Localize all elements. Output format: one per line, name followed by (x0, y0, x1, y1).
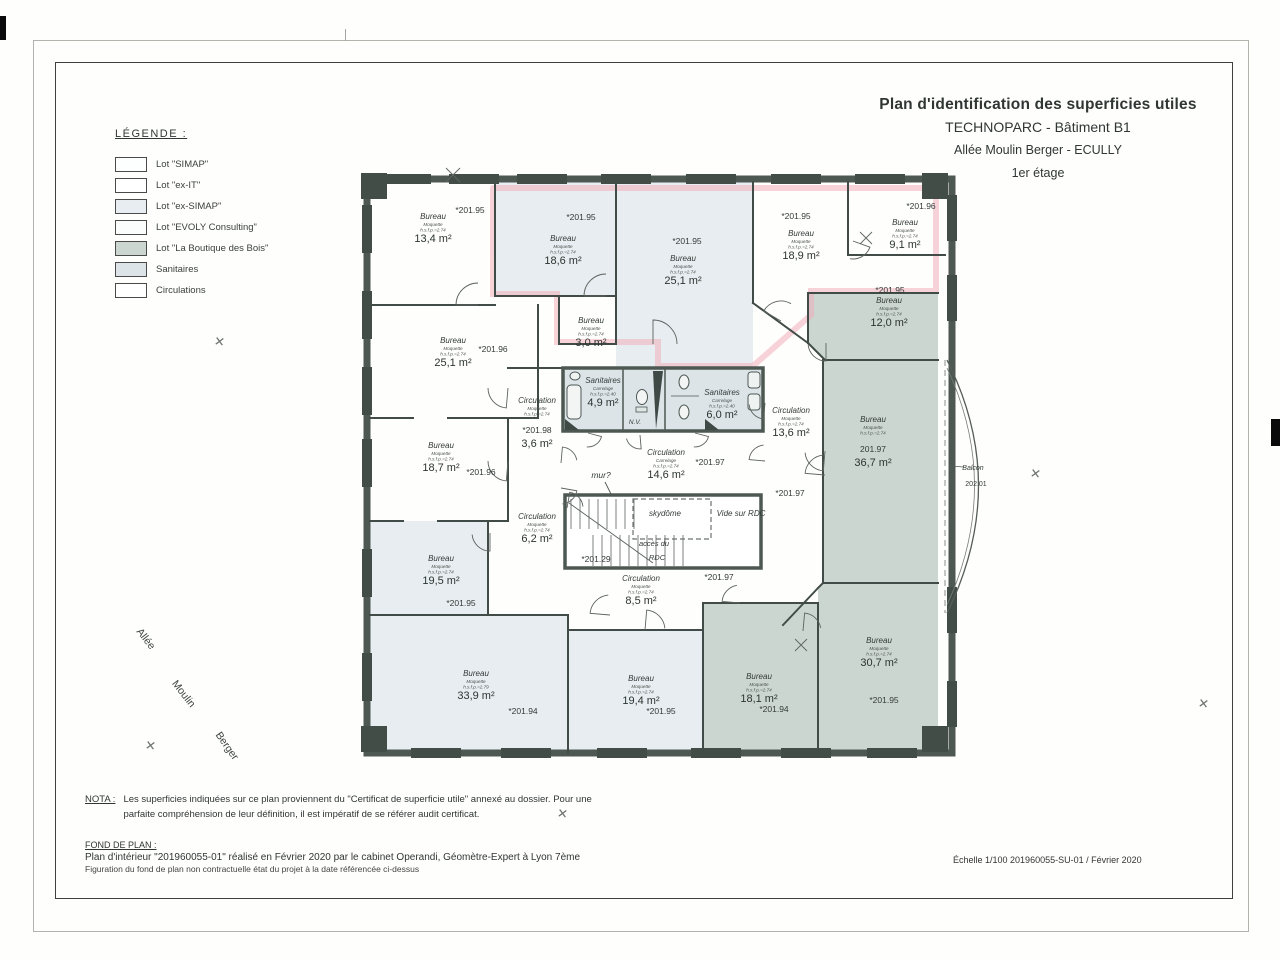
room-height: h.s.f.p.=2.74 (670, 269, 696, 275)
legend-item-label: Sanitaires (156, 264, 199, 275)
window-block (362, 367, 372, 415)
room-area: 6,2 m² (521, 533, 553, 545)
legend-item-sanitaires (115, 259, 268, 280)
room-floor: Moquette (673, 264, 693, 269)
room-floor: Moquette (631, 684, 651, 689)
room-height: h.s.f.p.=2.40 (709, 403, 735, 409)
room-floor: Moquette (553, 244, 573, 249)
window-block (501, 748, 551, 758)
room-name: Bureau (578, 316, 604, 325)
window-block (867, 748, 917, 758)
room-height: h.s.f.p.=2.74 (876, 311, 902, 317)
room-code: *201.95 (781, 211, 811, 221)
legend-item-simap (115, 154, 268, 175)
legend-item-label: Lot "SIMAP" (156, 159, 209, 170)
fond-line3: Figuration du fond de plan non contractuelle état du projet à la date référencée ci-dessus (85, 864, 420, 874)
room-floor: Moquette (431, 451, 451, 456)
room-height: h.s.f.p.=2.74 (524, 527, 550, 533)
room-height: h.s.f.p.=2.74 (550, 249, 576, 255)
room-height: h.s.f.p.=2.74 (628, 689, 654, 695)
room-name: Bureau (428, 554, 454, 563)
room-floor: Moquette (863, 425, 883, 430)
survey-cross-mark: ✕ (1029, 465, 1042, 482)
window-block (517, 174, 567, 184)
window-block (362, 439, 372, 487)
annotation-stair_code: *201.29 (581, 554, 611, 564)
room-label-c36 (518, 396, 556, 450)
room-area: 19,5 m² (422, 575, 460, 587)
room-name: Bureau (420, 212, 446, 221)
annotation-balcon_code: 202.01 (965, 481, 987, 488)
room-label-c136 (772, 406, 810, 439)
room-name: Bureau (463, 669, 489, 678)
room-area: 30,7 m² (860, 657, 898, 669)
annotation-acces: accès du (638, 539, 670, 548)
annotation-f197a: *201.97 (775, 488, 805, 498)
room-height: h.s.f.p.=2.74 (653, 463, 679, 469)
window-block (362, 549, 372, 597)
room-label-c146 (647, 448, 685, 481)
room-name: Circulation (622, 574, 660, 583)
frame-tick (345, 29, 346, 41)
room-code: *201.98 (522, 425, 552, 435)
room-area: 9,1 m² (889, 239, 921, 251)
room-code: *201.95 (446, 598, 476, 608)
annotation-f197c: *201.97 (695, 457, 725, 467)
room-name: Bureau (550, 234, 576, 243)
room-label-b30 (575, 316, 607, 349)
room-name: Circulation (518, 512, 556, 521)
nota-text: Les superficies indiquées sur ce plan proviennent du "Certificat de superficie utile" annexé au dossier. Pour une parfaite compréhension de leur définition, il est impératif de se référer audit certificat. (123, 794, 592, 820)
floor-plan (353, 163, 1013, 775)
room-label-b187 (422, 441, 496, 477)
window-block (771, 174, 821, 184)
toilet-icon (637, 390, 648, 405)
room-height: h.s.f.p.=2.79 (463, 684, 489, 690)
legend-item-label: Lot "ex-IT" (156, 180, 201, 191)
legend (115, 128, 268, 301)
window-block (947, 275, 957, 321)
room-name: Bureau (440, 336, 466, 345)
room-label-b91 (889, 201, 936, 251)
room-area: 18,6 m² (544, 255, 582, 267)
room-code: *201.95 (875, 285, 905, 295)
window-block (361, 173, 387, 199)
room-floor: Moquette (431, 564, 451, 569)
room-floor: Moquette (527, 522, 547, 527)
window-block (601, 174, 651, 184)
room-height: h.s.f.p.=2.74 (788, 244, 814, 250)
door-arc (722, 585, 740, 603)
room-area: 18,9 m² (782, 250, 820, 262)
room-name: Bureau (860, 415, 886, 424)
page-title: Plan d'identification des superficies utiles (879, 96, 1197, 113)
room-area: 25,1 m² (434, 357, 472, 369)
room-floor: Moquette (895, 228, 915, 233)
window-block (361, 726, 387, 752)
room-area: 33,9 m² (457, 690, 495, 702)
room-floor: Moquette (869, 646, 889, 651)
room-name: Bureau (866, 636, 892, 645)
toilet-icon (679, 375, 689, 389)
address-subtitle: Allée Moulin Berger - ECULLY (954, 143, 1122, 158)
room-label-b189 (781, 211, 820, 262)
room-height: h.s.f.p.=2.74 (440, 351, 466, 357)
room-name: Circulation (647, 448, 685, 457)
window-block (922, 726, 948, 752)
room-area: 36,7 m² (854, 457, 892, 469)
room-area: 12,0 m² (870, 317, 908, 329)
annotation-skydome: skydôme (648, 509, 682, 518)
room-area: 13,6 m² (772, 427, 810, 439)
room-name: Bureau (788, 229, 814, 238)
room-height: h.s.f.p.=2.74 (428, 569, 454, 575)
bathtub-fixture (567, 385, 581, 419)
window-block (691, 748, 741, 758)
door-arc (694, 433, 709, 447)
window-block (381, 174, 431, 184)
room-floor: Moquette (781, 416, 801, 421)
window-block (362, 291, 372, 339)
window-block (922, 173, 948, 199)
room-floor: Carrelage (655, 458, 677, 463)
door-arc (627, 435, 642, 449)
room-floor: Moquette (527, 406, 547, 411)
room-height: h.s.f.p.=2.74 (746, 687, 772, 693)
window-block (947, 681, 957, 727)
legend-swatch (115, 241, 147, 256)
window-block (597, 748, 647, 758)
room-code: *201.94 (759, 704, 789, 714)
room-height: h.s.f.p.=2.40 (590, 391, 616, 397)
annotation-nv: N.V. (628, 419, 642, 426)
door-arc (488, 388, 508, 408)
room-label-san60 (704, 388, 740, 421)
room-name: Bureau (628, 674, 654, 683)
legend-swatch (115, 178, 147, 193)
room-floor: Moquette (791, 239, 811, 244)
room-floor: Moquette (466, 679, 486, 684)
survey-cross-mark: ✕ (144, 737, 157, 754)
survey-cross-mark: ✕ (213, 333, 226, 350)
annotation-balcon: Balcon (962, 465, 984, 472)
room-name: Bureau (428, 441, 454, 450)
legend-swatch (115, 157, 147, 172)
room-floor: Moquette (443, 346, 463, 351)
room-height: h.s.f.p.=2.74 (892, 233, 918, 239)
room-code: *201.96 (906, 201, 936, 211)
room-label-b134 (414, 205, 485, 245)
room-height: h.s.f.p.=2.74 (420, 227, 446, 233)
room-label-san49 (585, 376, 621, 409)
window-block (686, 174, 736, 184)
window-block (855, 174, 905, 184)
fond-de-plan-section (85, 840, 580, 874)
room-area: 6,0 m² (706, 409, 738, 421)
legend-heading: LÉGENDE : (115, 128, 188, 140)
building-subtitle: TECHNOPARC - Bâtiment B1 (945, 119, 1131, 136)
annotation-vide: Vide sur RDC (716, 509, 766, 518)
room-name: Bureau (670, 254, 696, 263)
room-floor: Moquette (879, 306, 899, 311)
room-code: *201.95 (566, 212, 596, 222)
room-name: Circulation (772, 406, 810, 415)
room-code: *201.96 (478, 344, 508, 354)
room-area: 8,5 m² (625, 595, 657, 607)
room-code: 201.97 (860, 444, 886, 454)
room-height: h.s.f.p.=2.74 (778, 421, 804, 427)
room-code: *201.95 (869, 695, 899, 705)
room-area: 4,9 m² (587, 397, 619, 409)
room-name: Circulation (518, 396, 556, 405)
room-area: 3,6 m² (521, 438, 553, 450)
window-block (947, 195, 957, 241)
room-name: Bureau (876, 296, 902, 305)
room-height: h.s.f.p.=2.74 (578, 331, 604, 337)
room-height: h.s.f.p.=2.74 (428, 456, 454, 462)
room-area: 14,6 m² (647, 469, 685, 481)
room-label-b251l (434, 336, 508, 369)
room-name: Sanitaires (704, 388, 740, 397)
door-arc (764, 301, 791, 321)
survey-cross-mark: ✕ (1197, 695, 1210, 712)
legend-item-label: Circulations (156, 285, 206, 296)
scan-artifact (0, 16, 6, 40)
legend-swatch (115, 283, 147, 298)
fond-line2: Plan d'intérieur "201960055-01" réalisé en Février 2020 par le cabinet Operandi, Géomètre-Expert à Lyon 7ème (85, 852, 581, 863)
room-floor: Carrelage (711, 398, 733, 403)
room-code: *201.95 (646, 706, 676, 716)
legend-swatch (115, 262, 147, 277)
room-code: *201.95 (455, 205, 485, 215)
room-code: *201.96 (466, 467, 496, 477)
room-name: Bureau (746, 672, 772, 681)
legend-item-ex-it (115, 175, 268, 196)
room-area: 3,0 m² (575, 337, 607, 349)
legend-item-ex-simap (115, 196, 268, 217)
room-area: 13,4 m² (414, 233, 452, 245)
room-floor: Moquette (423, 222, 443, 227)
window-block (362, 205, 372, 253)
room-height: h.s.f.p.=2.74 (866, 651, 892, 657)
legend-item-circulations (115, 280, 268, 301)
room-label-c85 (622, 574, 660, 607)
door-arc (587, 433, 602, 447)
room-area: 19,4 m² (622, 695, 660, 707)
legend-item-label: Lot "EVOLY Consulting" (156, 222, 257, 233)
room-code: *201.94 (508, 706, 538, 716)
door-arc (749, 445, 765, 461)
sink-icon (570, 372, 580, 380)
fond-label: FOND DE PLAN : (85, 840, 157, 850)
scale-note: Échelle 1/100 201960055-SU-01 / Février 2020 (953, 855, 1142, 865)
annotation-f197b: *201.97 (704, 572, 734, 582)
sink-icon (748, 372, 760, 388)
window-block (411, 748, 461, 758)
room-height: h.s.f.p.=2.74 (524, 411, 550, 417)
room-name: Bureau (892, 218, 918, 227)
legend-item-label: Lot "La Boutique des Bois" (156, 243, 269, 254)
annotation-mur: mur? (591, 470, 611, 480)
survey-cross-mark: ✕ (556, 805, 569, 822)
door-arc (561, 447, 577, 463)
street-label: Moulin (169, 678, 198, 710)
mur-arrow (605, 482, 611, 494)
room-height: h.s.f.p.=2.74 (860, 430, 886, 436)
room-floor: Carrelage (592, 386, 614, 391)
scan-artifact (1271, 419, 1280, 446)
legend-item-boutique (115, 238, 268, 259)
room-floor: Moquette (631, 584, 651, 589)
street-label: Berger (212, 729, 241, 763)
room-area: 18,1 m² (740, 693, 778, 705)
window-block (781, 748, 831, 758)
door-arc (456, 283, 478, 305)
legend-item-evoly (115, 217, 268, 238)
nota-section (85, 793, 593, 822)
door-arc (590, 595, 610, 615)
legend-swatch (115, 220, 147, 235)
floor-subtitle: 1er étage (1011, 166, 1065, 181)
legend-item-label: Lot "ex-SIMAP" (156, 201, 222, 212)
room-floor: Moquette (581, 326, 601, 331)
room-area: 18,7 m² (422, 462, 460, 474)
room-name: Sanitaires (585, 376, 621, 385)
door-arc (645, 610, 665, 630)
annotation-rdc: RDC (648, 553, 666, 562)
room-code: *201.95 (672, 236, 702, 246)
nota-label: NOTA : (85, 794, 116, 805)
street-label: Allée (133, 626, 158, 652)
room-floor: Moquette (749, 682, 769, 687)
window-block (362, 653, 372, 701)
legend-swatch (115, 199, 147, 214)
toilet-icon (679, 405, 689, 419)
room-height: h.s.f.p.=2.74 (628, 589, 654, 595)
room-label-c62 (518, 512, 556, 545)
room-area: 25,1 m² (664, 275, 702, 287)
